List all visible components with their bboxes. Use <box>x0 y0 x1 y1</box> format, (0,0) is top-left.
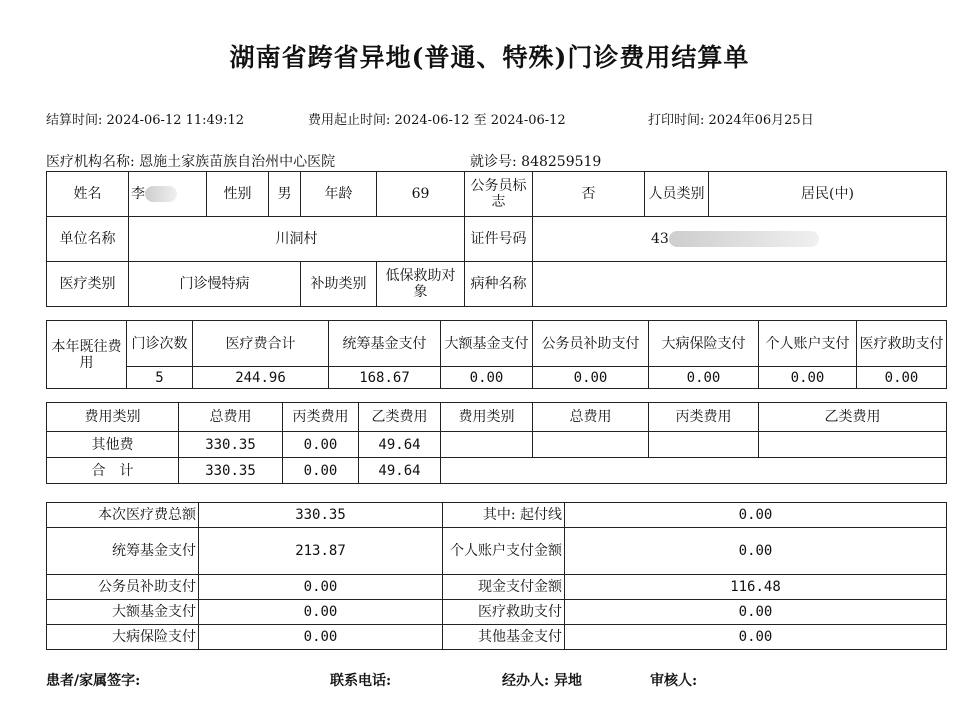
annual-value: 0.00 <box>649 367 759 389</box>
fee-total: 330.35 <box>179 432 283 458</box>
annual-cost-table <box>46 320 947 389</box>
summary-label: 本次医疗费总额 <box>47 503 199 528</box>
fee-header: 总费用 <box>533 403 649 432</box>
civil-servant-label: 公务员标志 <box>465 172 533 217</box>
fee-total: 330.35 <box>179 458 283 484</box>
empty-cell <box>759 432 947 458</box>
summary-label: 现金支付金额 <box>443 575 565 600</box>
annual-label: 本年既往费用 <box>47 321 127 389</box>
empty-cell <box>649 432 759 458</box>
medical-type-value: 门诊慢特病 <box>129 262 301 307</box>
summary-value: 0.00 <box>199 600 443 625</box>
redaction-blur <box>145 186 177 202</box>
summary-label: 个人账户支付金额 <box>443 528 565 575</box>
redaction-blur <box>669 231 819 247</box>
table-row <box>47 432 947 458</box>
fee-header: 费用类别 <box>47 403 179 432</box>
table-row <box>47 458 947 484</box>
summary-value: 0.00 <box>565 528 947 575</box>
fee-class-c: 0.00 <box>283 432 359 458</box>
person-type-value: 居民(中) <box>709 172 947 217</box>
fee-class-b: 49.64 <box>359 432 441 458</box>
summary-value: 330.35 <box>199 503 443 528</box>
fee-period-label: 费用起止时间: <box>308 113 391 128</box>
fee-category: 合 计 <box>47 458 179 484</box>
annual-value: 0.00 <box>759 367 857 389</box>
print-time-value: 2024年06月25日 <box>708 113 814 128</box>
summary-table <box>46 502 947 650</box>
summary-value: 0.00 <box>199 625 443 650</box>
fee-category: 其他费 <box>47 432 179 458</box>
summary-label: 医疗救助支付 <box>443 600 565 625</box>
annual-value: 168.67 <box>329 367 441 389</box>
fee-class-b: 49.64 <box>359 458 441 484</box>
person-type-label: 人员类别 <box>645 172 709 217</box>
table-row <box>47 625 947 650</box>
civil-servant-value: 否 <box>533 172 645 217</box>
summary-value: 213.87 <box>199 528 443 575</box>
empty-cell <box>441 432 533 458</box>
print-time <box>648 109 814 128</box>
handler <box>502 670 582 690</box>
annual-header: 大额基金支付 <box>441 321 533 367</box>
fee-header: 费用类别 <box>441 403 533 432</box>
fee-header: 丙类费用 <box>649 403 759 432</box>
empty-cell <box>441 458 947 484</box>
id-value: 43 <box>651 231 669 247</box>
visit-no-value: 848259519 <box>521 154 602 170</box>
phone-label: 联系电话: <box>330 673 392 689</box>
annual-header: 公务员补助支付 <box>533 321 649 367</box>
handler-label: 经办人: <box>502 673 550 689</box>
signature-label: 患者/家属签字: <box>46 673 141 689</box>
print-time-label: 打印时间: <box>648 113 705 128</box>
table-row <box>47 575 947 600</box>
settle-time-label: 结算时间: <box>46 113 103 128</box>
name-cell <box>129 172 207 217</box>
annual-header: 大病保险支付 <box>649 321 759 367</box>
unit-label: 单位名称 <box>47 217 129 262</box>
annual-value: 244.96 <box>193 367 329 389</box>
summary-value: 116.48 <box>565 575 947 600</box>
summary-label: 大病保险支付 <box>47 625 199 650</box>
institution-label: 医疗机构名称: <box>46 154 135 170</box>
fee-header: 总费用 <box>179 403 283 432</box>
fee-header: 乙类费用 <box>359 403 441 432</box>
annual-header: 门诊次数 <box>127 321 193 367</box>
annual-header: 个人账户支付 <box>759 321 857 367</box>
visit-no-label: 就诊号: <box>470 154 517 170</box>
id-cell <box>533 217 947 262</box>
name-value: 李 <box>131 186 145 202</box>
annual-value: 0.00 <box>533 367 649 389</box>
settle-time <box>46 109 244 128</box>
institution <box>46 151 335 171</box>
table-row <box>47 503 947 528</box>
annual-header: 医疗救助支付 <box>857 321 947 367</box>
age-value: 69 <box>377 172 465 217</box>
fee-period-value: 2024-06-12 至 2024-06-12 <box>394 113 566 128</box>
name-label: 姓名 <box>47 172 129 217</box>
summary-value: 0.00 <box>199 575 443 600</box>
gender-label: 性别 <box>207 172 269 217</box>
reviewer-label: 审核人: <box>650 673 698 689</box>
summary-label: 其中: 起付线 <box>443 503 565 528</box>
table-row <box>47 528 947 575</box>
subsidy-label: 补助类别 <box>301 262 377 307</box>
summary-label: 公务员补助支付 <box>47 575 199 600</box>
annual-header: 医疗费合计 <box>193 321 329 367</box>
table-row <box>47 600 947 625</box>
fee-header: 丙类费用 <box>283 403 359 432</box>
disease-label: 病种名称 <box>465 262 533 307</box>
settle-time-value: 2024-06-12 11:49:12 <box>106 113 245 128</box>
fee-category-table <box>46 402 947 484</box>
age-label: 年龄 <box>301 172 377 217</box>
summary-value: 0.00 <box>565 625 947 650</box>
unit-value: 川洞村 <box>129 217 465 262</box>
low-income-label: 低保救助对象 <box>377 262 465 307</box>
annual-header: 统筹基金支付 <box>329 321 441 367</box>
summary-label: 统筹基金支付 <box>47 528 199 575</box>
annual-value: 5 <box>127 367 193 389</box>
annual-value: 0.00 <box>857 367 947 389</box>
summary-label: 其他基金支付 <box>443 625 565 650</box>
fee-header: 乙类费用 <box>759 403 947 432</box>
summary-label: 大额基金支付 <box>47 600 199 625</box>
institution-value: 恩施土家族苗族自治州中心医院 <box>139 154 336 170</box>
handler-value: 异地 <box>554 673 583 689</box>
disease-value <box>533 262 947 307</box>
summary-value: 0.00 <box>565 600 947 625</box>
medical-type-label: 医疗类别 <box>47 262 129 307</box>
annual-value: 0.00 <box>441 367 533 389</box>
id-label: 证件号码 <box>465 217 533 262</box>
summary-value: 0.00 <box>565 503 947 528</box>
visit-number <box>470 151 601 171</box>
page-title: 湖南省跨省异地(普通、特殊)门诊费用结算单 <box>229 43 750 72</box>
gender-value: 男 <box>269 172 301 217</box>
patient-info-table <box>46 171 947 307</box>
fee-class-c: 0.00 <box>283 458 359 484</box>
empty-cell <box>533 432 649 458</box>
fee-period <box>308 109 566 128</box>
